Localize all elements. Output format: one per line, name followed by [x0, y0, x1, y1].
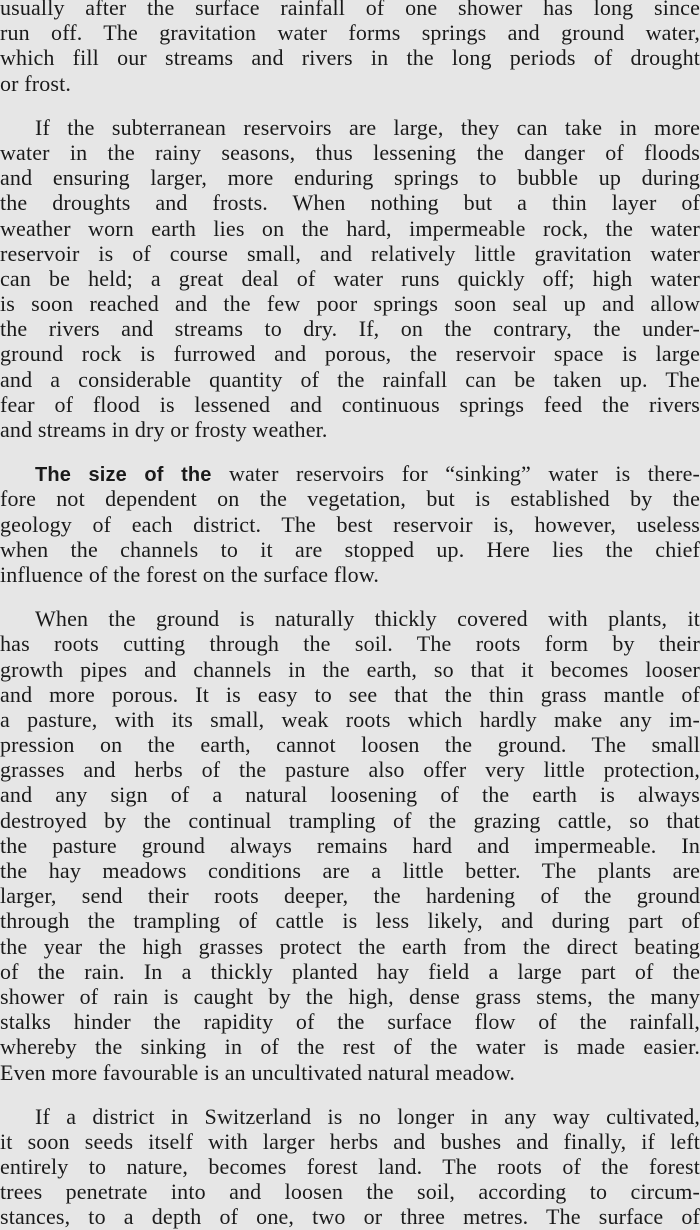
- paragraph-gap: [0, 1085, 700, 1104]
- text-line: trees penetrate into and loosen the soil, according to circum-: [0, 1179, 700, 1205]
- text-line: fear of flood is lessened and continuous springs feed the rivers: [0, 391, 700, 417]
- text-line: larger, send their roots deeper, the hardening of the ground: [0, 883, 700, 909]
- text-line: reservoir is of course small, and relatively little gravitation water: [0, 240, 700, 266]
- text-line: If a district in Switzerland is no longer in any way cultivated,: [35, 1103, 700, 1129]
- text-line: stances, to a depth of one, two or three metres. The surface of: [0, 1204, 700, 1230]
- text-line: and any sign of a natural loosening of the earth is always: [0, 782, 700, 808]
- paragraph-gap: [0, 587, 700, 606]
- text-line: influence of the forest on the surface flow.: [0, 561, 380, 587]
- text-line: can be held; a great deal of water runs quickly off; high water: [0, 265, 700, 291]
- text-line-rest: water reservoirs for “sinking” water is there-: [211, 461, 700, 487]
- text-line: through the trampling of cattle is less likely, and during part of: [0, 908, 700, 934]
- paragraph-lead: The size of the: [35, 464, 212, 487]
- text-line: grasses and herbs of the pasture also offer very little protection,: [0, 757, 700, 783]
- text-line: usually after the surface rainfall of one shower has long since: [0, 0, 700, 20]
- text-line: fore not dependent on the vegetation, but is established by the: [0, 486, 700, 512]
- text-line: the pasture ground always remains hard and impermeable. In: [0, 832, 700, 858]
- text-line: entirely to nature, becomes forest land. The roots of the forest: [0, 1154, 700, 1180]
- text-line: geology of each district. The best reservoir is, however, useless: [0, 511, 700, 537]
- text-line: When the ground is naturally thickly covered with plants, it: [35, 606, 700, 632]
- text-line: of the rain. In a thickly planted hay field a large part of the: [0, 958, 700, 984]
- text-line: it soon seeds itself with larger herbs and bushes and finally, if left: [0, 1128, 700, 1154]
- text-line: water in the rainy seasons, thus lessening the danger of floods: [0, 139, 700, 165]
- text-line: and streams in dry or frosty weather.: [0, 417, 328, 442]
- paragraph-1: [0, 0, 700, 96]
- text-line: and ensuring larger, more enduring springs to bubble up during: [0, 165, 700, 191]
- paragraph-2: [0, 115, 700, 442]
- text-line: ground rock is furrowed and porous, the reservoir space is large: [0, 341, 700, 367]
- text-line: growth pipes and channels in the earth, so that it becomes looser: [0, 656, 700, 682]
- text-line: [0, 461, 700, 486]
- paragraph-gap: [0, 442, 700, 461]
- text-line: pression on the earth, cannot loosen the ground. The small: [0, 732, 700, 758]
- text-line: the rivers and streams to dry. If, on the contrary, the under-: [0, 316, 700, 342]
- text-line: the year the high grasses protect the earth from the direct beating: [0, 933, 700, 959]
- text-line: the hay meadows conditions are a little better. The plants are: [0, 858, 700, 883]
- text-line: or frost.: [0, 70, 72, 96]
- text-line: is soon reached and the few poor springs soon seal up and allow: [0, 291, 700, 317]
- text-line: run off. The gravitation water forms springs and ground water,: [0, 20, 700, 46]
- paragraph-5: [0, 1104, 700, 1230]
- text-line: shower of rain is caught by the high, dense grass stems, the many: [0, 983, 700, 1009]
- text-line: a pasture, with its small, weak roots which hardly make any im-: [0, 706, 700, 732]
- text-line: has roots cutting through the soil. The roots form by their: [0, 631, 700, 657]
- text-line: Even more favourable is an uncultivated natural meadow.: [0, 1059, 516, 1085]
- text-line: whereby the sinking in of the rest of the water is made easier.: [0, 1034, 700, 1060]
- paragraph-3: [0, 461, 700, 587]
- text-line: destroyed by the continual trampling of the grazing cattle, so that: [0, 807, 700, 833]
- text-line: when the channels to it are stopped up. Here lies the chief: [0, 536, 700, 562]
- text-line: If the subterranean reservoirs are large, they can take in more: [35, 114, 700, 140]
- text-line: weather worn earth lies on the hard, impermeable rock, the water: [0, 215, 700, 241]
- text-line: the droughts and frosts. When nothing but a thin layer of: [0, 190, 700, 216]
- text-line: which fill our streams and rivers in the long periods of drought: [0, 45, 700, 71]
- text-line: and more porous. It is easy to see that the thin grass mantle of: [0, 681, 700, 707]
- paragraph-4: [0, 606, 700, 1085]
- paragraph-gap: [0, 96, 700, 115]
- text-line: and a considerable quantity of the rainfall can be taken up. The: [0, 366, 700, 392]
- text-line: stalks hinder the rapidity of the surface flow of the rainfall,: [0, 1009, 700, 1035]
